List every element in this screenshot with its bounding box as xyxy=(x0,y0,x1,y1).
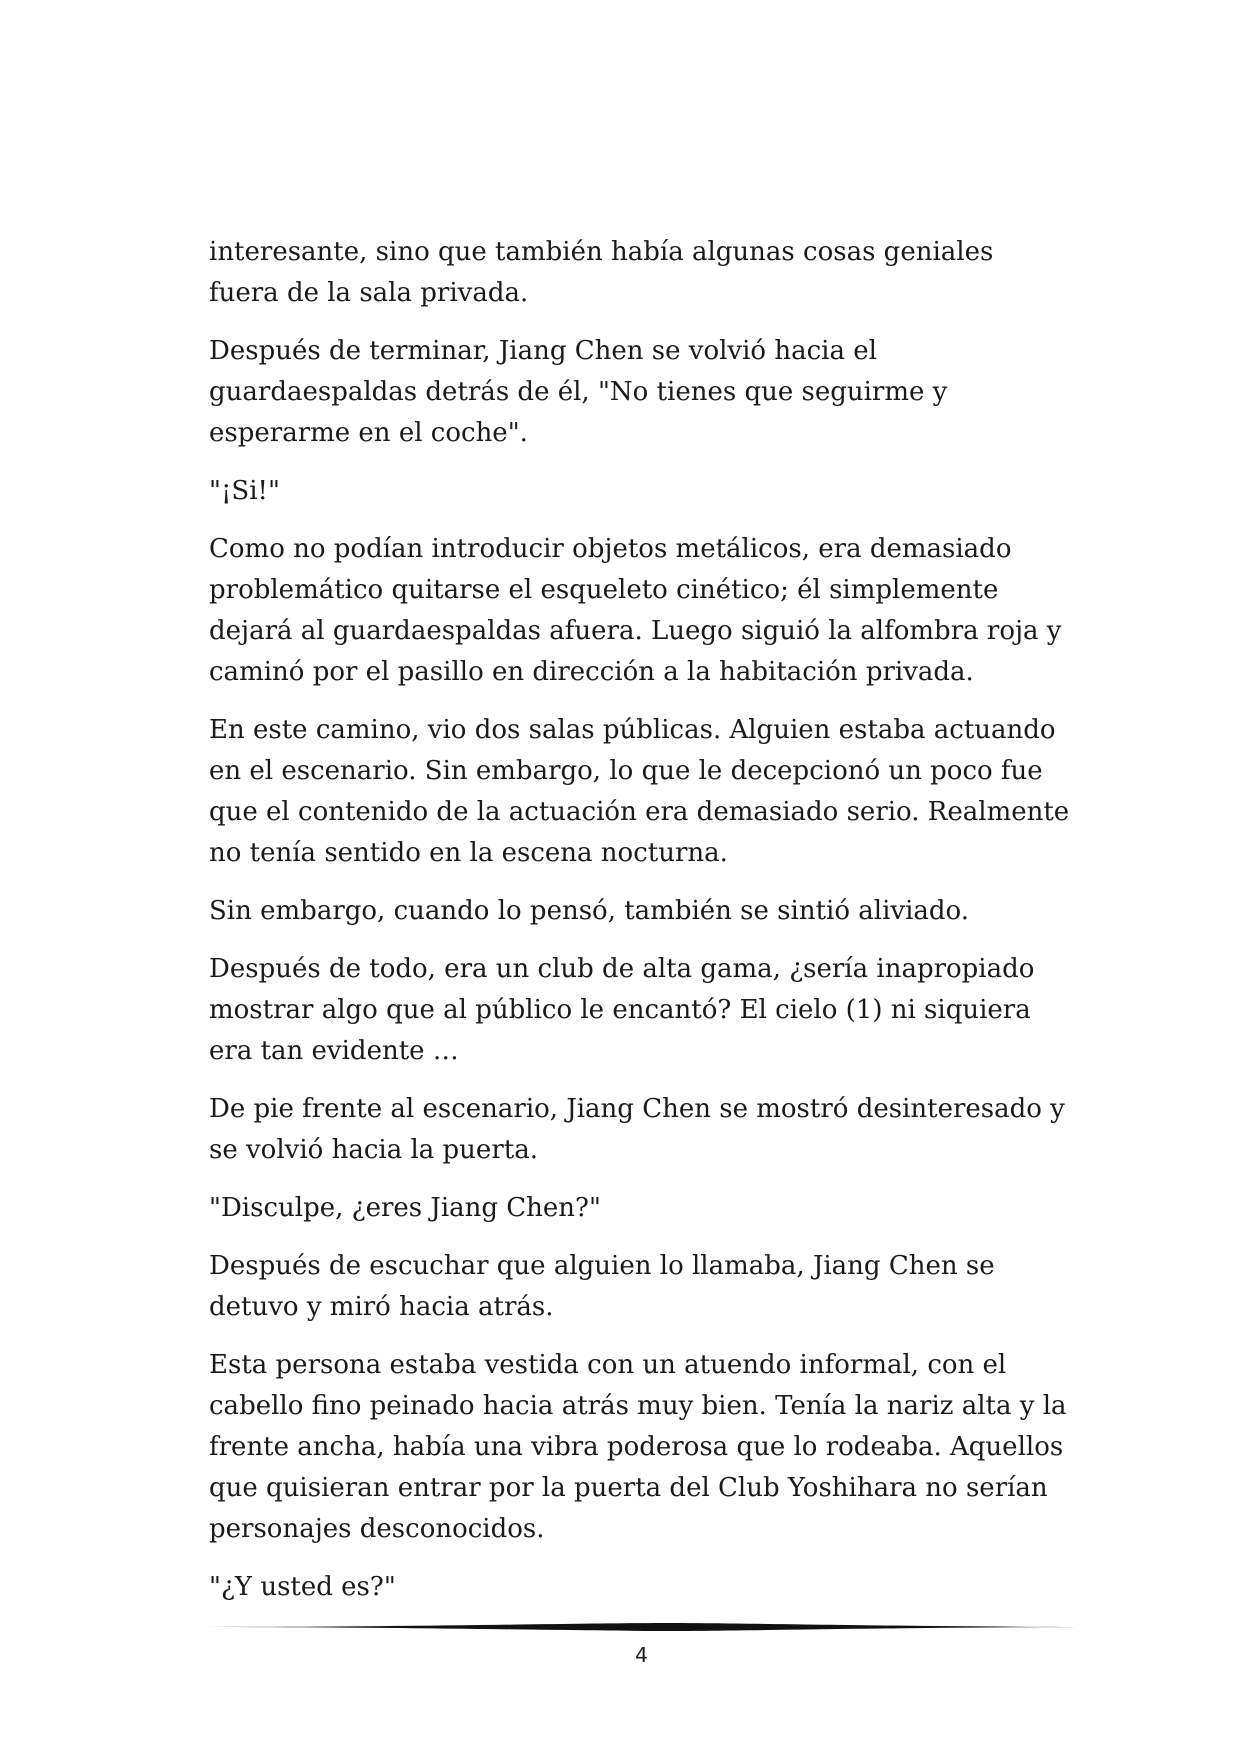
paragraph: En este camino, vio dos salas públicas. Alguien estaba actuando en el escenario. Sin embargo, lo que le decepcionó un poco fue que el contenido de la actuación era demasiado serio. Realmente no tenía sentido en la escena nocturna. xyxy=(209,715,1070,868)
body-text xyxy=(209,232,1071,1625)
paragraph: interesante, sino que también había algunas cosas geniales fuera de la sala privada. xyxy=(209,237,994,308)
paragraph: De pie frente al escenario, Jiang Chen se mostró desinteresado y se volvió hacia la puerta. xyxy=(209,1094,1065,1165)
paragraph: Esta persona estaba vestida con un atuendo informal, con el cabello fino peinado hacia atrás muy bien. Tenía la nariz alta y la frente ancha, había una vibra poderosa que lo rodeaba. Aquellos que quisieran entrar por la puerta del Club Yoshihara no serían personajes desconocidos. xyxy=(209,1350,1067,1544)
paragraph: Después de terminar, Jiang Chen se volvió hacia el guardaespaldas detrás de él, "No tienes que seguirme y esperarme en el coche". xyxy=(209,336,948,448)
paragraph: Después de todo, era un club de alta gama, ¿sería inapropiado mostrar algo que al público le encantó? El cielo (1) ni siquiera era tan evidente … xyxy=(209,954,1035,1066)
paragraph: Como no podían introducir objetos metálicos, era demasiado problemático quitarse el esqueleto cinético; él simplemente dejará al guardaespaldas afuera. Luego siguió la alfombra roja y caminó por el pasillo en dirección a la habitación privada. xyxy=(209,534,1062,687)
page-number: 4 xyxy=(635,1643,648,1667)
paragraph: Después de escuchar que alguien lo llamaba, Jiang Chen se detuvo y miró hacia atrás. xyxy=(209,1251,995,1322)
footer-divider xyxy=(209,1622,1115,1632)
paragraph: Sin embargo, cuando lo pensó, también se sintió aliviado. xyxy=(209,896,970,926)
paragraph: "¿Y usted es?" xyxy=(209,1572,396,1602)
paragraph: "Disculpe, ¿eres Jiang Chen?" xyxy=(209,1193,601,1223)
paragraph: "¡Si!" xyxy=(209,476,280,506)
